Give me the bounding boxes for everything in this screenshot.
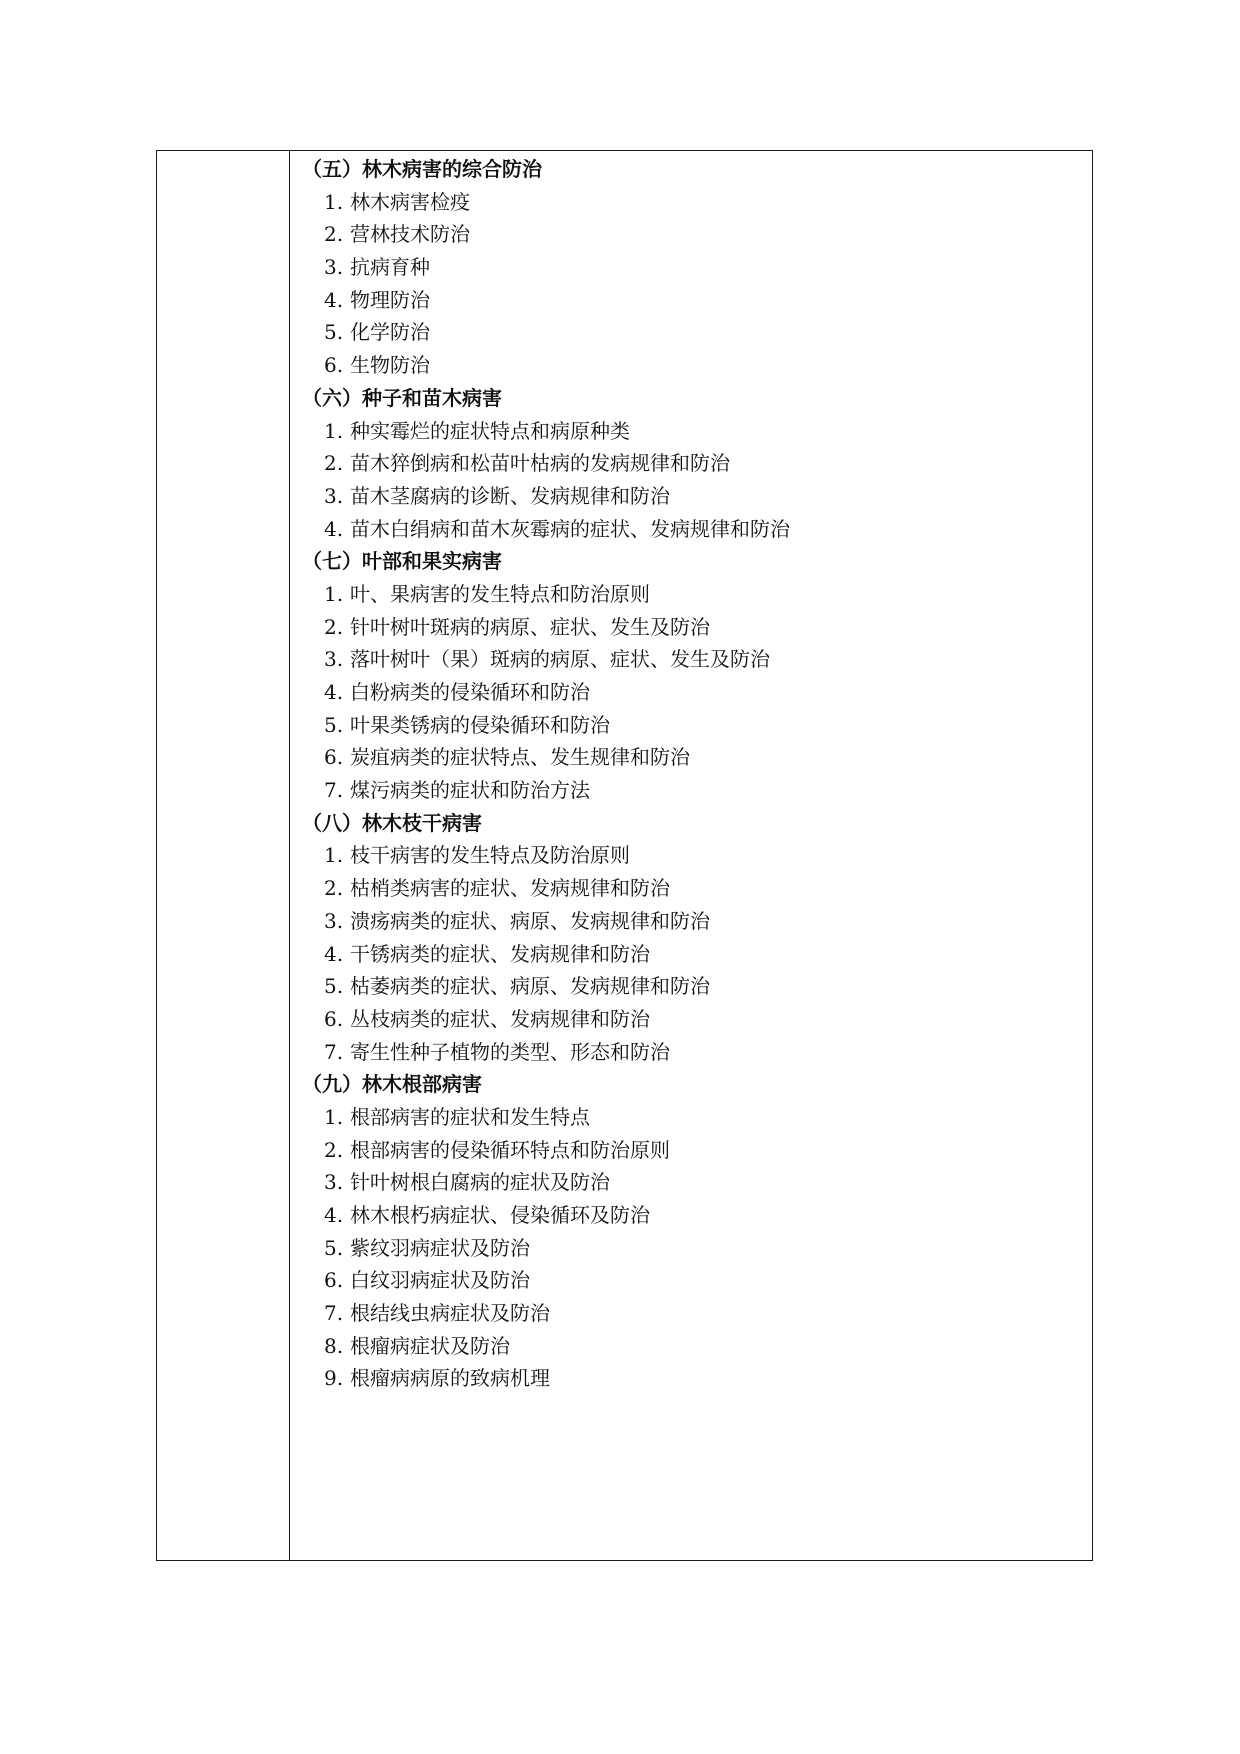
item-number: 4. — [324, 287, 344, 312]
item-text: 苗木茎腐病的诊断、发病规律和防治 — [350, 483, 670, 508]
item-text: 苗木白绢病和苗木灰霉病的症状、发病规律和防治 — [350, 516, 790, 541]
left-column-cell — [157, 151, 290, 1560]
item-text: 针叶树根白腐病的症状及防治 — [350, 1170, 610, 1195]
list-item — [308, 1264, 1092, 1297]
list-item — [308, 1036, 1092, 1069]
list-item — [308, 643, 1092, 676]
item-text: 枯梢类病害的症状、发病规律和防治 — [350, 876, 670, 901]
item-text: 寄生性种子植物的类型、形态和防治 — [350, 1039, 670, 1064]
syllabus-list — [302, 153, 1092, 1395]
item-number: 2. — [324, 614, 344, 639]
list-item — [308, 938, 1092, 971]
syllabus-table — [156, 150, 1093, 1561]
item-text: 丛枝病类的症状、发病规律和防治 — [350, 1006, 650, 1031]
item-number: 1. — [324, 581, 344, 606]
item-number: 6. — [324, 1268, 344, 1293]
list-item — [308, 1199, 1092, 1232]
list-item — [308, 218, 1092, 251]
item-text: 紫纹羽病症状及防治 — [350, 1235, 530, 1260]
item-text: 根瘤病病原的致病机理 — [350, 1366, 550, 1391]
item-text: 叶、果病害的发生特点和防治原则 — [350, 581, 650, 606]
list-item — [308, 905, 1092, 938]
item-number: 7. — [324, 778, 344, 803]
item-number: 7. — [324, 1301, 344, 1326]
item-number: 4. — [324, 516, 344, 541]
list-item — [308, 1003, 1092, 1036]
item-text: 种实霉烂的症状特点和病原种类 — [350, 418, 630, 443]
item-text: 落叶树叶（果）斑病的病原、症状、发生及防治 — [350, 647, 770, 672]
list-item — [308, 284, 1092, 317]
item-number: 3. — [324, 908, 344, 933]
list-item — [308, 349, 1092, 382]
list-item — [308, 709, 1092, 742]
item-text: 炭疽病类的症状特点、发生规律和防治 — [350, 745, 690, 770]
item-number: 1. — [324, 189, 344, 214]
item-number: 2. — [324, 1137, 344, 1162]
item-number: 8. — [324, 1333, 344, 1358]
item-text: 干锈病类的症状、发病规律和防治 — [350, 941, 650, 966]
list-item — [308, 578, 1092, 611]
item-text: 煤污病类的症状和防治方法 — [350, 778, 590, 803]
item-text: 溃疡病类的症状、病原、发病规律和防治 — [350, 908, 710, 933]
item-text: 林木病害检疫 — [350, 189, 470, 214]
list-item — [308, 415, 1092, 448]
item-number: 6. — [324, 353, 344, 378]
item-number: 5. — [324, 974, 344, 999]
list-item — [308, 513, 1092, 546]
section-heading: （五）林木病害的综合防治 — [302, 157, 542, 181]
item-text: 苗木猝倒病和松苗叶枯病的发病规律和防治 — [350, 451, 730, 476]
item-number: 3. — [324, 1170, 344, 1195]
section-heading: （八）林木枝干病害 — [302, 810, 482, 835]
list-item — [308, 447, 1092, 480]
list-item — [308, 186, 1092, 219]
item-text: 白粉病类的侵染循环和防治 — [350, 680, 590, 704]
item-text: 根瘤病症状及防治 — [350, 1333, 510, 1358]
list-item — [308, 1330, 1092, 1363]
item-number: 5. — [324, 1235, 344, 1260]
list-item — [308, 741, 1092, 774]
section-heading: （七）叶部和果实病害 — [302, 549, 502, 574]
item-number: 4. — [324, 941, 344, 966]
item-number: 3. — [324, 255, 344, 280]
syllabus-content-cell — [290, 151, 1092, 1560]
item-number: 5. — [324, 320, 344, 345]
item-text: 营林技术防治 — [350, 222, 470, 247]
item-number: 6. — [324, 1006, 344, 1031]
item-number: 6. — [324, 745, 344, 770]
item-number: 1. — [324, 418, 344, 443]
list-item — [308, 970, 1092, 1003]
list-item — [308, 1232, 1092, 1265]
item-number: 2. — [324, 876, 344, 901]
list-item — [308, 251, 1092, 284]
item-number: 1. — [324, 1104, 344, 1129]
item-text: 枝干病害的发生特点及防治原则 — [350, 843, 630, 868]
list-item — [308, 480, 1092, 513]
item-text: 叶果类锈病的侵染循环和防治 — [350, 712, 610, 737]
item-text: 物理防治 — [350, 287, 430, 312]
list-item — [308, 676, 1092, 709]
item-text: 根部病害的侵染循环特点和防治原则 — [350, 1137, 670, 1162]
item-text: 针叶树叶斑病的病原、症状、发生及防治 — [350, 614, 710, 639]
item-number: 2. — [324, 451, 344, 476]
item-number: 2. — [324, 222, 344, 247]
list-item — [308, 839, 1092, 872]
item-text: 根结线虫病症状及防治 — [350, 1301, 550, 1326]
item-text: 抗病育种 — [350, 255, 430, 280]
item-text: 林木根朽病症状、侵染循环及防治 — [350, 1203, 650, 1227]
item-number: 5. — [324, 712, 344, 737]
item-number: 9. — [324, 1366, 344, 1391]
list-item — [308, 774, 1092, 807]
item-number: 3. — [324, 647, 344, 672]
item-number: 4. — [324, 680, 344, 704]
list-item — [308, 316, 1092, 349]
list-item — [308, 1166, 1092, 1199]
list-item — [308, 1101, 1092, 1134]
section-heading: （九）林木根部病害 — [302, 1072, 482, 1097]
item-text: 白纹羽病症状及防治 — [350, 1268, 530, 1293]
item-number: 3. — [324, 483, 344, 508]
section-heading: （六）种子和苗木病害 — [302, 385, 502, 410]
item-number: 4. — [324, 1203, 344, 1227]
list-item — [308, 1297, 1092, 1330]
list-item — [308, 1134, 1092, 1167]
list-item — [308, 1362, 1092, 1395]
item-number: 7. — [324, 1039, 344, 1064]
item-text: 生物防治 — [350, 353, 430, 378]
list-item — [308, 611, 1092, 644]
list-item — [308, 872, 1092, 905]
item-text: 化学防治 — [350, 320, 430, 345]
item-text: 枯萎病类的症状、病原、发病规律和防治 — [350, 974, 710, 999]
item-text: 根部病害的症状和发生特点 — [350, 1104, 590, 1129]
item-number: 1. — [324, 843, 344, 868]
